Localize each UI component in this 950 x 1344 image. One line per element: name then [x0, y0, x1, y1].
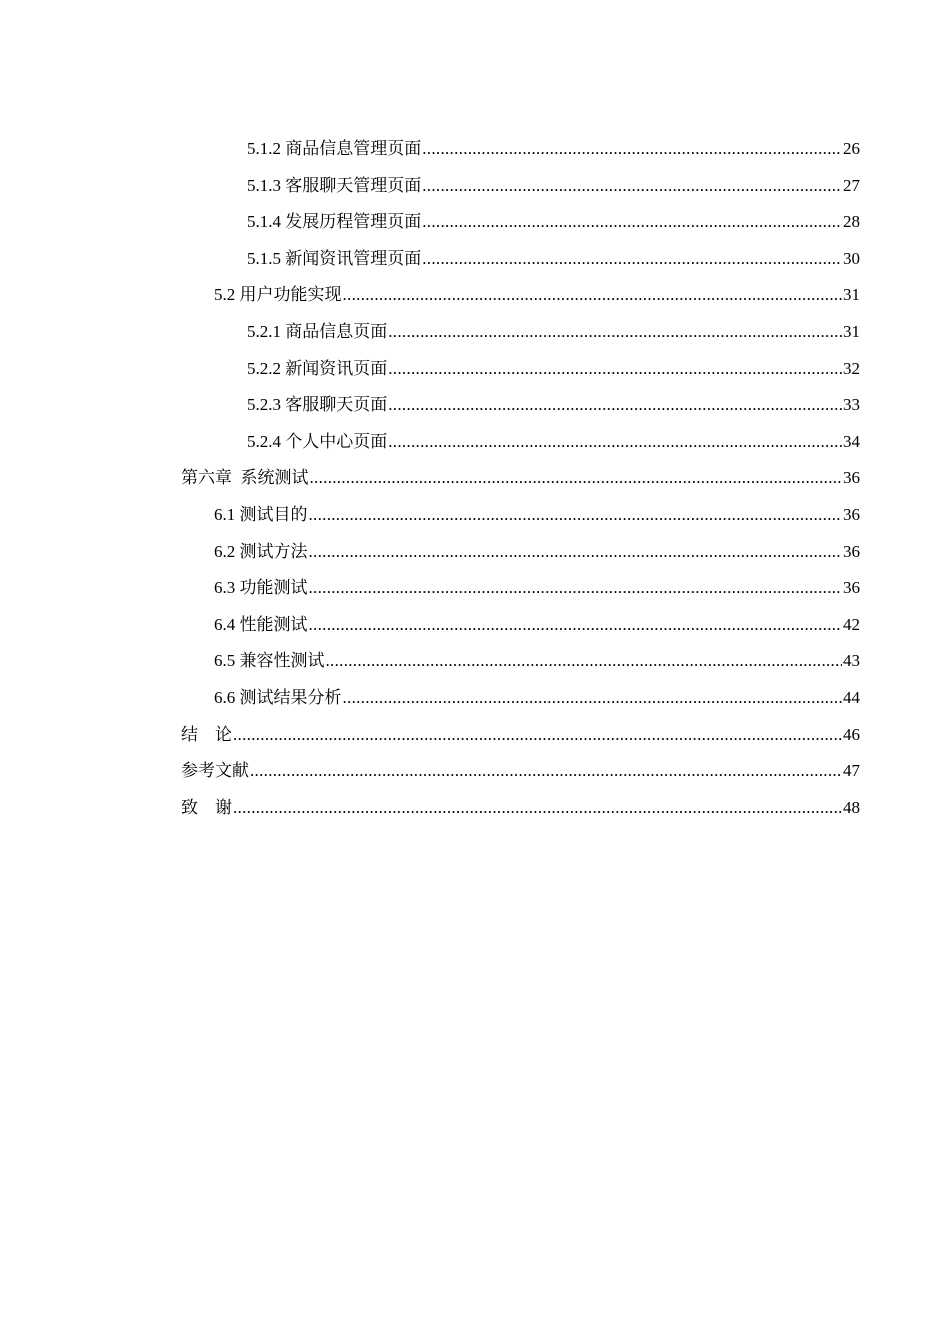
toc-entry-page: 42: [843, 614, 860, 634]
toc-entry-title: 致 谢: [181, 797, 232, 817]
toc-entry[interactable]: [181, 753, 860, 790]
toc-leader-dots: [250, 753, 842, 790]
toc-leader-dots: [422, 131, 842, 168]
toc-entry-page: 31: [843, 285, 860, 305]
toc-entry-page: 36: [843, 468, 860, 488]
toc-leader-dots: [388, 424, 842, 461]
toc-entry-title: 6.5 兼容性测试: [214, 651, 325, 671]
toc-entry[interactable]: [181, 497, 860, 534]
toc-entry[interactable]: [181, 204, 860, 241]
toc-entry-title: 6.6 测试结果分析: [214, 687, 342, 707]
toc-entry[interactable]: [181, 790, 860, 827]
toc-entry[interactable]: [181, 168, 860, 205]
toc-entry[interactable]: [181, 460, 860, 497]
toc-entry-page: 28: [843, 212, 860, 232]
toc-leader-dots: [422, 204, 842, 241]
toc-entry-title: 6.4 性能测试: [214, 614, 308, 634]
toc-leader-dots: [343, 680, 843, 717]
toc-leader-dots: [422, 168, 842, 205]
toc-entry-title: 5.1.2 商品信息管理页面: [247, 139, 422, 158]
toc-entry-page: 26: [843, 139, 860, 158]
toc-leader-dots: [388, 387, 842, 424]
toc-entry[interactable]: [181, 241, 860, 278]
toc-entry[interactable]: [181, 387, 860, 424]
toc-leader-dots: [388, 314, 842, 351]
toc-leader-dots: [326, 643, 843, 680]
toc-entry-title: 5.2.3 客服聊天页面: [247, 395, 388, 415]
toc-entry-page: 36: [843, 578, 860, 598]
toc-entry[interactable]: [181, 351, 860, 388]
toc-entry-page: 43: [843, 651, 860, 671]
toc-leader-dots: [422, 241, 842, 278]
toc-leader-dots: [388, 351, 842, 388]
toc-entry[interactable]: [181, 570, 860, 607]
toc-entry-page: 33: [843, 395, 860, 415]
toc-entry-page: 32: [843, 358, 860, 378]
toc-entry-page: 48: [843, 797, 860, 817]
toc-entry[interactable]: [181, 607, 860, 644]
toc-entry-title: 5.1.4 发展历程管理页面: [247, 212, 422, 232]
toc-leader-dots: [343, 277, 843, 314]
toc-entry-page: 44: [843, 687, 860, 707]
toc-entry[interactable]: [181, 277, 860, 314]
toc-leader-dots: [233, 790, 842, 827]
toc-entry[interactable]: [181, 424, 860, 461]
toc-entry[interactable]: [181, 314, 860, 351]
toc-entry-title: 结 论: [181, 724, 232, 744]
toc-leader-dots: [310, 460, 843, 497]
toc-entry-page: 47: [843, 761, 860, 781]
toc-leader-dots: [309, 534, 843, 571]
toc-entry-title: 5.2.1 商品信息页面: [247, 321, 388, 341]
toc-leader-dots: [309, 570, 843, 607]
toc-entry-page: 27: [843, 175, 860, 195]
toc-entry-page: 36: [843, 541, 860, 561]
table-of-contents: [181, 131, 860, 826]
toc-entry-title: 5.2 用户功能实现: [214, 285, 342, 305]
toc-entry-title: 参考文献: [181, 761, 249, 781]
toc-entry-title: 5.1.5 新闻资讯管理页面: [247, 248, 422, 268]
toc-entry-page: 30: [843, 248, 860, 268]
toc-leader-dots: [233, 717, 842, 754]
toc-entry[interactable]: [181, 131, 860, 168]
toc-entry[interactable]: [181, 717, 860, 754]
toc-entry-title: 5.2.2 新闻资讯页面: [247, 358, 388, 378]
toc-entry[interactable]: [181, 643, 860, 680]
toc-entry[interactable]: [181, 534, 860, 571]
toc-entry-page: 46: [843, 724, 860, 744]
toc-entry-title: 5.1.3 客服聊天管理页面: [247, 175, 422, 195]
toc-entry-title: 5.2.4 个人中心页面: [247, 431, 388, 451]
toc-leader-dots: [309, 497, 843, 534]
toc-entry[interactable]: [181, 680, 860, 717]
toc-entry-title: 第六章 系统测试: [181, 468, 309, 488]
toc-entry-title: 6.1 测试目的: [214, 504, 308, 524]
toc-entry-title: 6.2 测试方法: [214, 541, 308, 561]
toc-entry-page: 36: [843, 504, 860, 524]
toc-entry-page: 34: [843, 431, 860, 451]
toc-entry-title: 6.3 功能测试: [214, 578, 308, 598]
toc-entry-page: 31: [843, 321, 860, 341]
toc-leader-dots: [309, 607, 843, 644]
